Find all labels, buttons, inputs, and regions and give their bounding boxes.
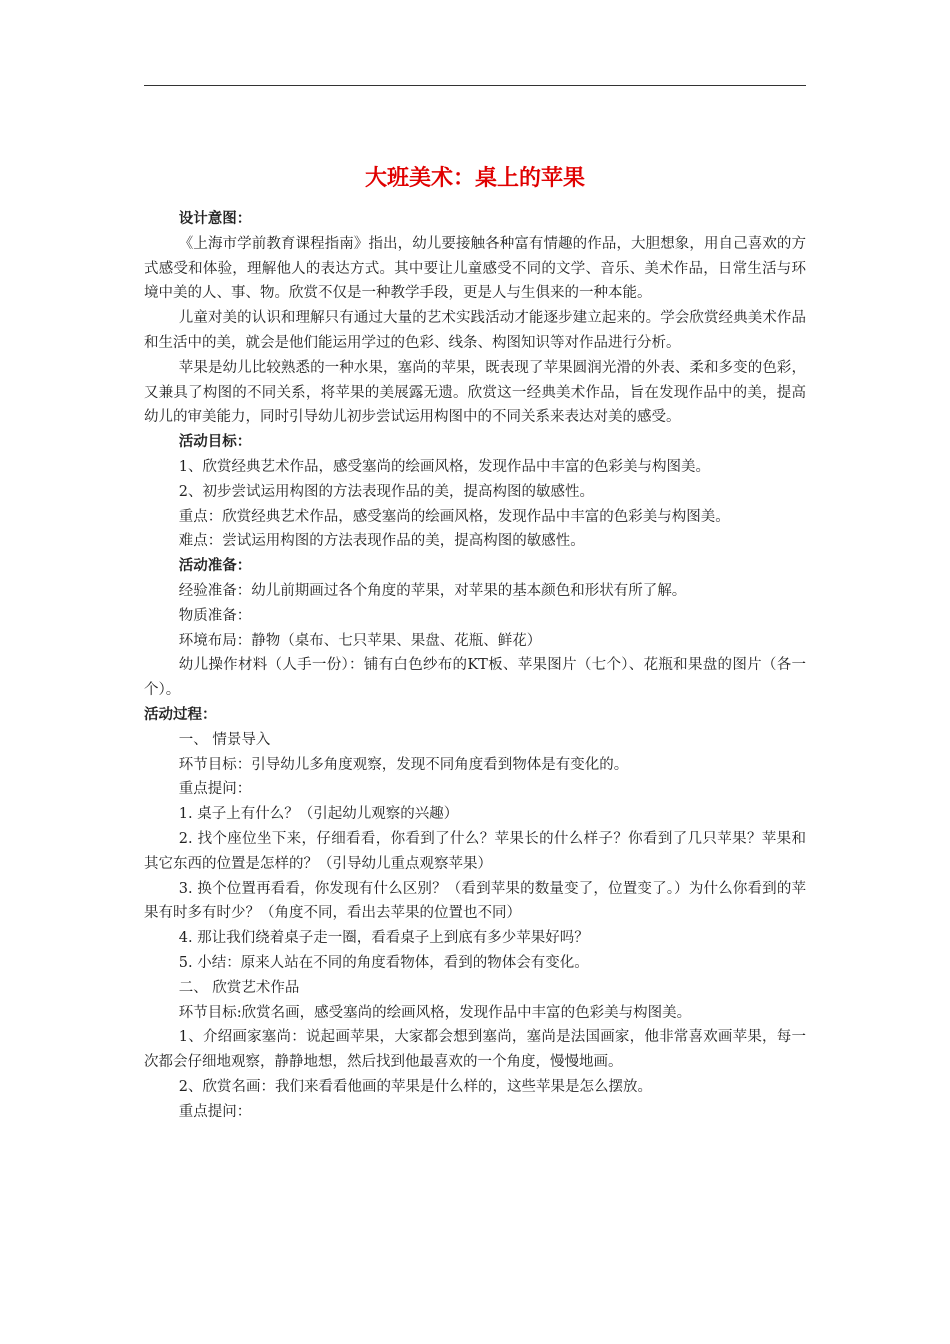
content-blocks (144, 207, 806, 1124)
paragraph: 经验准备：幼儿前期画过各个角度的苹果，对苹果的基本颜色和形状有所了解。 (178, 582, 687, 599)
paragraph: 5. 小结：原来人站在不同的角度看物体，看到的物体会有变化。 (178, 954, 589, 971)
paragraph: 环节目标:欣赏名画，感受塞尚的绘画风格，发现作品中丰富的色彩美与构图美。 (178, 1004, 692, 1021)
paragraph: 重点提问： (178, 1103, 252, 1120)
paragraph: 二、 欣赏艺术作品 (178, 979, 300, 996)
paragraph: 1. 桌子上有什么？（引起幼儿观察的兴趣） (178, 806, 459, 823)
paragraph: 重点：欣赏经典艺术作品，感受塞尚的绘画风格，发现作品中丰富的色彩美与构图美。 (178, 508, 730, 525)
paragraph: 环境布局：静物（桌布、七只苹果、果盘、花瓶、鲜花） (178, 632, 542, 649)
paragraph: 1、欣赏经典艺术作品，感受塞尚的绘画风格，发现作品中丰富的色彩美与构图美。 (178, 458, 711, 475)
paragraph: 物质准备： (178, 607, 252, 624)
paragraph: 环节目标：引导幼儿多角度观察，发现不同角度看到物体是有变化的。 (178, 756, 629, 773)
section-heading: 活动过程： (144, 706, 217, 723)
section-heading: 设计意图： (178, 211, 252, 227)
paragraph: 难点：尝试运用构图的方法表现作品的美，提高构图的敏感性。 (178, 533, 585, 550)
paragraph: 重点提问： (178, 781, 252, 798)
section-heading: 活动目标： (178, 434, 252, 451)
paragraph: 幼儿操作材料（人手一份）：铺有白色纱布的KT板、苹果图片（七个）、花瓶和果盘的图片（各一个）。 (144, 657, 806, 699)
paragraph: 2. 找个座位坐下来，仔细看看，你看到了什么？苹果长的什么样子？你看到了几只苹果？苹果和其它东西的位置是怎样的？（引导幼儿重点观察苹果） (144, 830, 806, 872)
paragraph: 3. 换个位置再看看，你发现有什么区别？（看到苹果的数量变了，位置变了。）为什么你看到的苹果有时多有时少？（角度不同，看出去苹果的位置也不同） (144, 880, 806, 922)
document-body (144, 165, 806, 1124)
paragraph: 《上海市学前教育课程指南》指出，幼儿要接触各种富有情趣的作品，大胆想象，用自己喜欢的方式感受和体验，理解他人的表达方式。其中要让儿童感受不同的文学、音乐、美术作品，日常生活与环境中美的人、事、物。欣赏不仅是一种教学手段，更是人与生俱来的一种本能。 (144, 235, 806, 302)
paragraph: 一、 情景导入 (178, 731, 271, 748)
paragraph: 苹果是幼儿比较熟悉的一种水果，塞尚的苹果，既表现了苹果圆润光滑的外表、柔和多变的色彩，又兼具了构图的不同关系，将苹果的美展露无遗。欣赏这一经典美术作品，旨在发现作品中的美，提高幼儿的审美能力，同时引导幼儿初步尝试运用构图中的不同关系来表达对美的感受。 (144, 359, 806, 426)
paragraph: 2、初步尝试运用构图的方法表现作品的美，提高构图的敏感性。 (178, 483, 595, 500)
paragraph: 1、介绍画家塞尚：说起画苹果，大家都会想到塞尚，塞尚是法国画家，他非常喜欢画苹果，每一次都会仔细地观察，静静地想，然后找到他最喜欢的一个角度，慢慢地画。 (144, 1029, 806, 1071)
paragraph: 儿童对美的认识和理解只有通过大量的艺术实践活动才能逐步建立起来的。学会欣赏经典美术作品和生活中的美，就会是他们能运用学过的色彩、线条、构图知识等对作品进行分析。 (144, 310, 806, 351)
header-rule (144, 85, 806, 86)
paragraph: 4. 那让我们绕着桌子走一圈，看看桌子上到底有多少苹果好吗？ (178, 930, 589, 947)
page-title: 大班美术：桌上的苹果 (364, 166, 585, 191)
section-heading: 活动准备： (178, 558, 252, 575)
paragraph: 2、欣赏名画：我们来看看他画的苹果是什么样的，这些苹果是怎么摆放。 (178, 1078, 653, 1095)
